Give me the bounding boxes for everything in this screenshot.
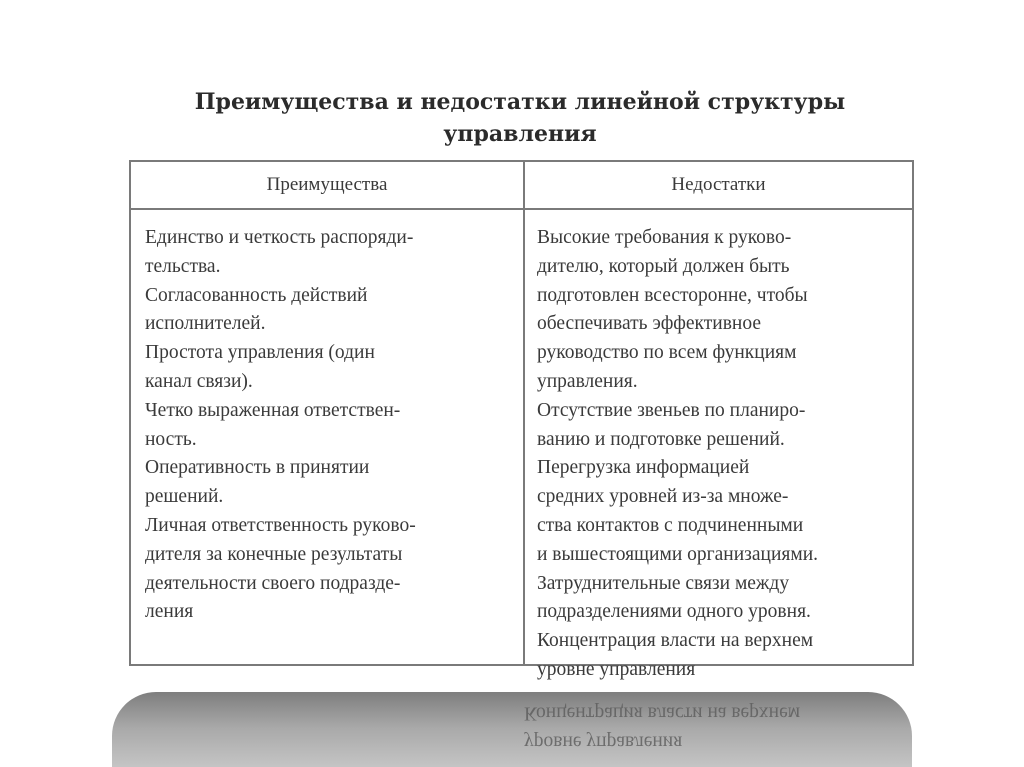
page-title xyxy=(140,86,900,150)
advantage-item: Единство и четкость распоряди- тельства. xyxy=(145,227,414,277)
advantages-list xyxy=(145,224,517,627)
advantage-item: Простота управления (один канал связи). xyxy=(145,342,375,392)
disadvantages-list xyxy=(537,224,912,685)
title-line-1: Преимущества и недостатки линейной структуры xyxy=(194,89,846,115)
header-advantages: Преимущества xyxy=(266,174,388,195)
disadvantage-item: Отсутствие звеньев по планиро- ванию и подготовке решений. xyxy=(537,399,806,450)
reflection-text: уровне управления Концентрация власти на верхнем xyxy=(524,702,801,753)
disadvantage-item: Затруднительные связи между подразделениями одного уровня. xyxy=(537,572,811,623)
advantage-item: Личная ответственность руково- дителя за конечные результаты деятельности своего подразде- ления xyxy=(145,514,416,623)
advantage-item: Четко выраженная ответствен- ность. xyxy=(145,399,401,450)
advantage-item: Согласованность действий исполнителей. xyxy=(145,284,368,335)
slide-reflection xyxy=(112,692,912,767)
disadvantage-item: Концентрация власти на верхнем уровне управления xyxy=(537,630,814,680)
table-header-row xyxy=(131,162,912,210)
disadvantage-item: Высокие требования к руково- дителю, который должен быть подготовлен всесторонне, чтобы обеспечивать эффективное руководство по всем функциям управления. xyxy=(537,227,808,392)
comparison-table xyxy=(129,160,914,680)
title-line-2: управления xyxy=(443,121,597,147)
header-disadvantages: Недостатки xyxy=(671,174,766,195)
advantage-item: Оперативность в принятии решений. xyxy=(145,457,370,508)
column-divider xyxy=(523,162,525,664)
disadvantage-item: Перегрузка информацией средних уровней из-за множе- ства контактов с подчиненными и вышестоящими организациями. xyxy=(537,457,819,565)
